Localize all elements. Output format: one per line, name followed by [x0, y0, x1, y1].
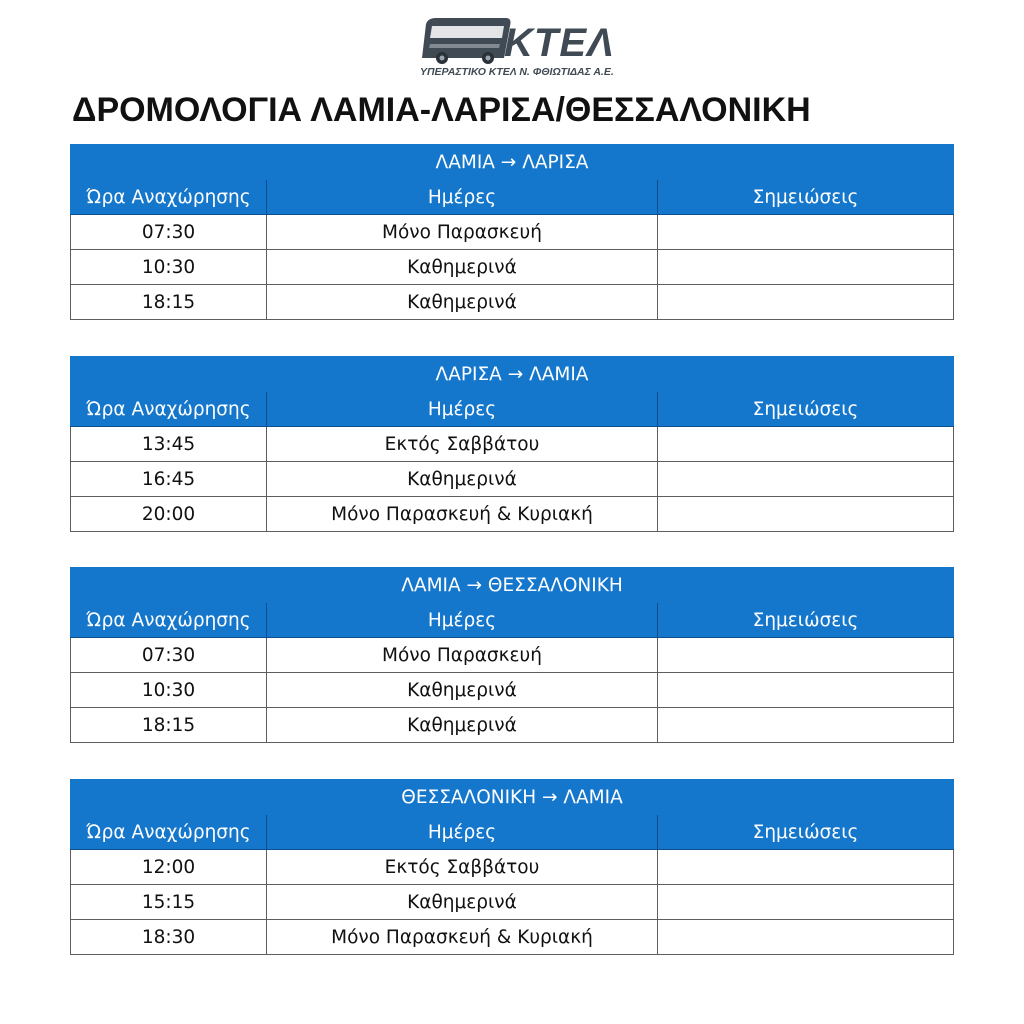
column-header-notes: Σημειώσεις — [658, 603, 954, 638]
page-title: ΔΡΟΜΟΛΟΓΙΑ ΛΑΜΙΑ-ΛΑΡΙΣΑ/ΘΕΣΣΑΛΟΝΙΚΗ — [72, 91, 811, 129]
column-header-days: Ημέρες — [267, 180, 658, 215]
departure-time: 18:15 — [71, 708, 267, 743]
notes-cell — [658, 708, 954, 743]
schedule-thessaloniki-lamia — [70, 779, 954, 955]
table-row — [71, 215, 954, 250]
route-title: ΛΑΜΙΑ → ΛΑΡΙΣΑ — [71, 145, 954, 180]
service-days: Μόνο Παρασκευή — [267, 215, 658, 250]
departure-time: 16:45 — [71, 462, 267, 497]
column-header-notes: Σημειώσεις — [658, 815, 954, 850]
table-row — [71, 708, 954, 743]
departure-time: 13:45 — [71, 427, 267, 462]
table-row — [71, 462, 954, 497]
notes-cell — [658, 215, 954, 250]
route-title: ΘΕΣΣΑΛΟΝΙΚΗ → ΛΑΜΙΑ — [71, 780, 954, 815]
table-row — [71, 920, 954, 955]
notes-cell — [658, 673, 954, 708]
column-header-days: Ημέρες — [267, 392, 658, 427]
route-title: ΛΑΡΙΣΑ → ΛΑΜΙΑ — [71, 357, 954, 392]
departure-time: 18:30 — [71, 920, 267, 955]
ktel-logo — [418, 14, 615, 82]
column-header-notes: Σημειώσεις — [658, 180, 954, 215]
service-days: Μόνο Παρασκευή — [267, 638, 658, 673]
service-days: Καθημερινά — [267, 708, 658, 743]
service-days: Εκτός Σαββάτου — [267, 850, 658, 885]
bus-icon — [418, 14, 514, 66]
column-header-departure: Ώρα Αναχώρησης — [71, 815, 267, 850]
table-row — [71, 497, 954, 532]
service-days: Καθημερινά — [267, 673, 658, 708]
notes-cell — [658, 497, 954, 532]
table-row — [71, 850, 954, 885]
route-title: ΛΑΜΙΑ → ΘΕΣΣΑΛΟΝΙΚΗ — [71, 568, 954, 603]
notes-cell — [658, 250, 954, 285]
table-row — [71, 285, 954, 320]
service-days: Καθημερινά — [267, 462, 658, 497]
schedule-larisa-lamia — [70, 356, 954, 532]
brand-subtitle: ΥΠΕΡΑΣΤΙΚΟ ΚΤΕΛ Ν. ΦΘΙΩΤΙΔΑΣ Α.Ε. — [420, 66, 614, 78]
notes-cell — [658, 427, 954, 462]
service-days: Εκτός Σαββάτου — [267, 427, 658, 462]
service-days: Καθημερινά — [267, 250, 658, 285]
table-row — [71, 427, 954, 462]
departure-time: 18:15 — [71, 285, 267, 320]
departure-time: 10:30 — [71, 250, 267, 285]
table-row — [71, 638, 954, 673]
schedule-lamia-larisa — [70, 144, 954, 320]
table-row — [71, 250, 954, 285]
notes-cell — [658, 638, 954, 673]
departure-time: 07:30 — [71, 638, 267, 673]
departure-time: 15:15 — [71, 885, 267, 920]
notes-cell — [658, 885, 954, 920]
notes-cell — [658, 462, 954, 497]
departure-time: 20:00 — [71, 497, 267, 532]
notes-cell — [658, 285, 954, 320]
schedule-lamia-thessaloniki — [70, 567, 954, 743]
column-header-departure: Ώρα Αναχώρησης — [71, 392, 267, 427]
column-header-departure: Ώρα Αναχώρησης — [71, 180, 267, 215]
service-days: Καθημερινά — [267, 285, 658, 320]
departure-time: 12:00 — [71, 850, 267, 885]
notes-cell — [658, 850, 954, 885]
column-header-days: Ημέρες — [267, 815, 658, 850]
table-row — [71, 885, 954, 920]
departure-time: 10:30 — [71, 673, 267, 708]
service-days: Μόνο Παρασκευή & Κυριακή — [267, 497, 658, 532]
service-days: Καθημερινά — [267, 885, 658, 920]
service-days: Μόνο Παρασκευή & Κυριακή — [267, 920, 658, 955]
table-row — [71, 673, 954, 708]
column-header-departure: Ώρα Αναχώρησης — [71, 603, 267, 638]
departure-time: 07:30 — [71, 215, 267, 250]
brand-name: KTEΛ — [504, 21, 615, 65]
column-header-notes: Σημειώσεις — [658, 392, 954, 427]
notes-cell — [658, 920, 954, 955]
column-header-days: Ημέρες — [267, 603, 658, 638]
